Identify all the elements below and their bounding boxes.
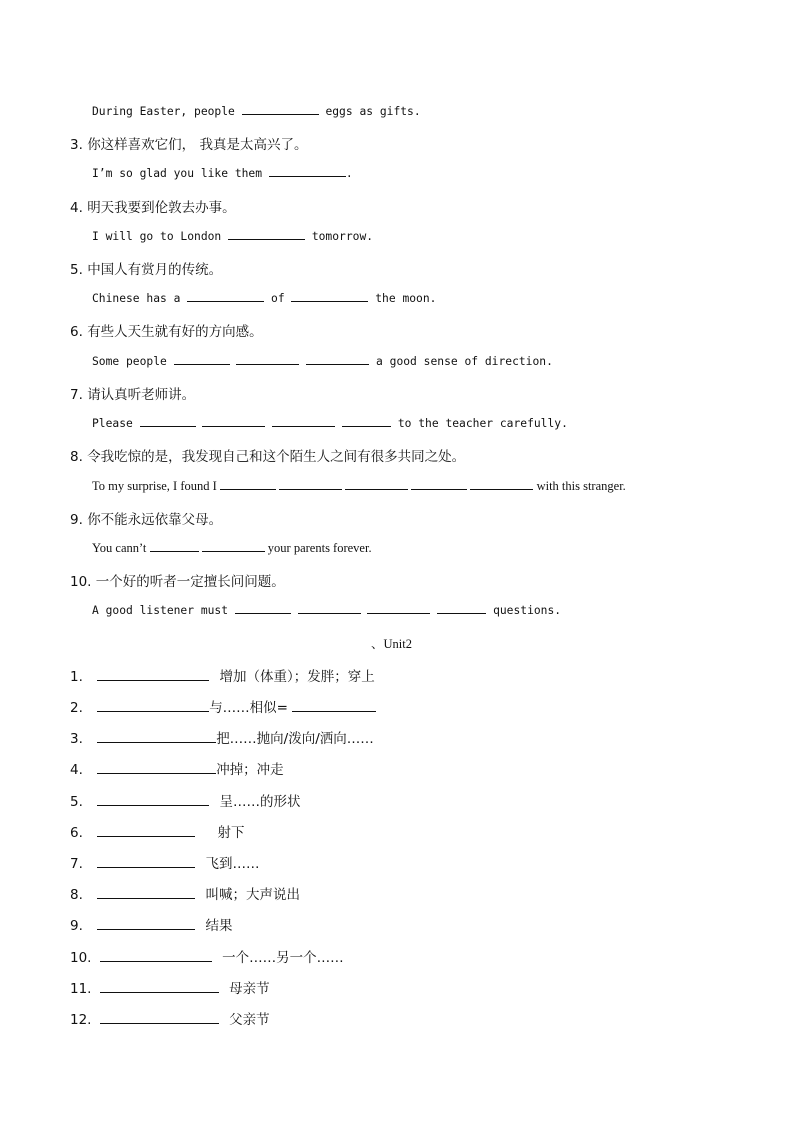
vocab-item-5: 5. 呈……的形状 (70, 794, 301, 810)
vocab-item-6: 6. 射下 (70, 825, 245, 841)
sentence-item-8: 8. 令我吃惊的是，我发现自己和这个陌生人之间有很多共同之处。 (70, 449, 466, 465)
answer-blank[interactable] (100, 1012, 219, 1024)
answer-blank[interactable] (97, 856, 195, 868)
sentence-item-7: 7. 请认真听老师讲。 (70, 387, 196, 403)
english-line-6: Some people a good sense of direction. (92, 355, 553, 368)
english-line-3: I’m so glad you like them . (92, 167, 353, 180)
english-line-5: Chinese has a of the moon. (92, 292, 437, 305)
answer-blank[interactable] (228, 228, 305, 240)
answer-blank[interactable] (279, 478, 342, 490)
vocab-item-9: 9. 结果 (70, 918, 233, 934)
english-line-10: A good listener must questions. (92, 604, 562, 617)
answer-blank[interactable] (97, 887, 195, 899)
sentence-item-10: 10. 一个好的听者一定擅长问问题。 (70, 574, 285, 590)
sentence-item-6: 6. 有些人天生就有好的方向感。 (70, 324, 263, 340)
answer-blank[interactable] (150, 540, 199, 552)
answer-blank[interactable] (100, 981, 219, 993)
answer-blank[interactable] (202, 540, 265, 552)
answer-blank[interactable] (174, 353, 230, 365)
vocab-item-4: 4. 冲掉；冲走 (70, 762, 284, 778)
answer-blank[interactable] (97, 762, 216, 774)
answer-blank[interactable] (298, 602, 361, 614)
english-line-9: You cann’t your parents forever. (92, 541, 372, 555)
english-line-8: To my surprise, I found I with this stranger. (92, 479, 626, 493)
answer-blank[interactable] (367, 602, 430, 614)
continuation-english: During Easter, people eggs as gifts. (92, 105, 421, 118)
answer-blank[interactable] (345, 478, 408, 490)
answer-blank[interactable] (306, 353, 369, 365)
answer-blank[interactable] (242, 103, 319, 115)
answer-blank[interactable] (97, 731, 216, 743)
vocab-item-8: 8. 叫喊；大声说出 (70, 887, 300, 903)
vocab-item-3: 3. 把……抛向/泼向/洒向…… (70, 731, 374, 747)
answer-blank[interactable] (342, 415, 391, 427)
unit-heading: 、Unit2 (371, 637, 412, 651)
vocab-item-10: 10. 一个……另一个…… (70, 950, 344, 966)
answer-blank[interactable] (97, 794, 209, 806)
answer-blank[interactable] (187, 290, 264, 302)
answer-blank[interactable] (437, 602, 486, 614)
sentence-item-9: 9. 你不能永远依靠父母。 (70, 512, 223, 528)
vocab-item-11: 11. 母亲节 (70, 981, 270, 997)
answer-blank[interactable] (100, 950, 212, 962)
vocab-item-12: 12. 父亲节 (70, 1012, 270, 1028)
sentence-item-3: 3. 你这样喜欢它们， 我真是太高兴了。 (70, 137, 308, 153)
answer-blank[interactable] (272, 415, 335, 427)
answer-blank[interactable] (411, 478, 467, 490)
answer-blank[interactable] (140, 415, 196, 427)
answer-blank[interactable] (235, 602, 291, 614)
answer-blank[interactable] (220, 478, 276, 490)
vocab-item-1: 1. 增加（体重）；发胖；穿上 (70, 669, 375, 685)
answer-blank[interactable] (292, 700, 376, 712)
answer-blank[interactable] (97, 700, 209, 712)
sentence-item-5: 5. 中国人有赏月的传统。 (70, 262, 223, 278)
answer-blank[interactable] (97, 825, 195, 837)
answer-blank[interactable] (470, 478, 533, 490)
answer-blank[interactable] (202, 415, 265, 427)
answer-blank[interactable] (269, 165, 346, 177)
vocab-item-2: 2. 与……相似= (70, 696, 376, 716)
answer-blank[interactable] (97, 918, 195, 930)
english-line-7: Please to the teacher carefully. (92, 417, 568, 430)
answer-blank[interactable] (236, 353, 299, 365)
english-line-4: I will go to London tomorrow. (92, 230, 374, 243)
answer-blank[interactable] (291, 290, 368, 302)
answer-blank[interactable] (97, 669, 209, 681)
vocab-item-7: 7. 飞到…… (70, 856, 260, 872)
sentence-item-4: 4. 明天我要到伦敦去办事。 (70, 200, 236, 216)
